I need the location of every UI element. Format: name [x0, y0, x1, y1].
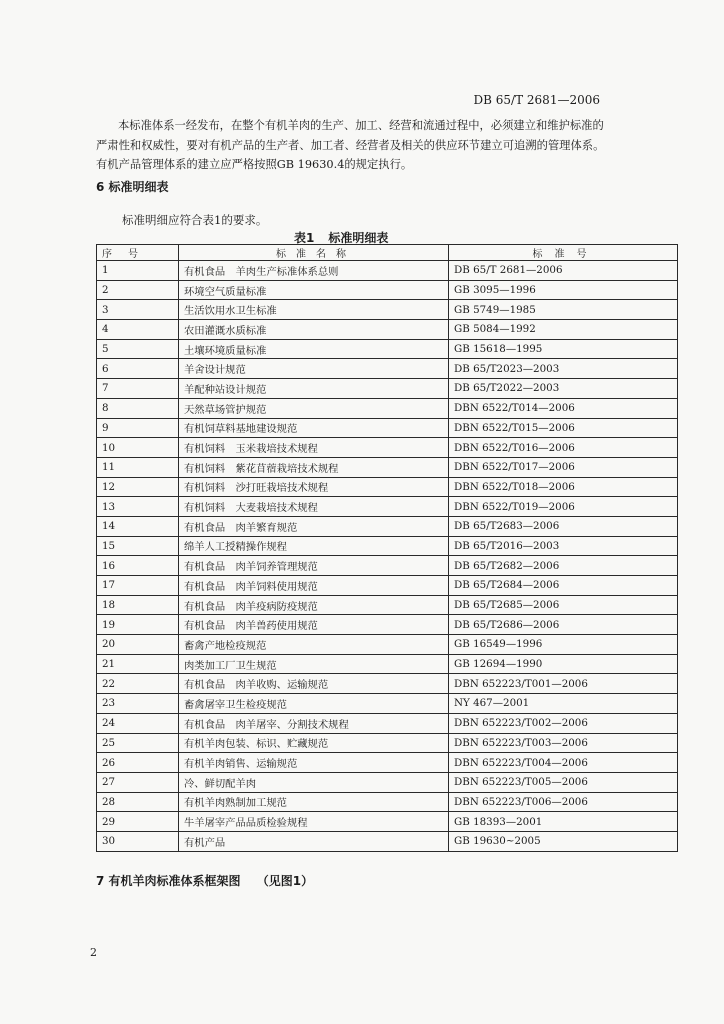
- standard-name: 生活饮用水卫生标准: [179, 300, 449, 320]
- table-row: [97, 556, 678, 576]
- standard-name: 绵羊人工授精操作规程: [179, 536, 449, 556]
- standard-name: 有机食品 羊肉生产标准体系总则: [179, 261, 449, 281]
- standard-name: 有机食品 肉羊疫病防疫规范: [179, 595, 449, 615]
- intro-line: 本标准体系一经发布，在整个有机羊肉的生产、加工、经营和流通过程中，必须建立和维护标准的: [118, 119, 604, 132]
- table-row: [97, 457, 678, 477]
- standard-name: 土壤环境质量标准: [179, 339, 449, 359]
- table-row: [97, 576, 678, 596]
- standard-code: NY 467—2001: [449, 694, 678, 714]
- intro-line: 有机产品管理体系的建立应严格按照GB 19630.4的规定执行。: [96, 158, 413, 171]
- standard-code: GB 12694—1990: [449, 654, 678, 674]
- standard-code: DBN 652223/T002—2006: [449, 713, 678, 733]
- standard-code: DBN 6522/T016—2006: [449, 438, 678, 458]
- row-number: 28: [97, 792, 179, 812]
- standard-code: DBN 6522/T015—2006: [449, 418, 678, 438]
- row-number: 29: [97, 812, 179, 832]
- table-row: [97, 772, 678, 792]
- standard-code: DB 65/T2682—2006: [449, 556, 678, 576]
- standard-name: 有机饲料 玉米栽培技术规程: [179, 438, 449, 458]
- standard-code: DB 65/T2686—2006: [449, 615, 678, 635]
- table-row: [97, 398, 678, 418]
- standard-code: DBN 6522/T019—2006: [449, 497, 678, 517]
- table-row: [97, 713, 678, 733]
- standard-code: DB 65/T 2681—2006: [449, 261, 678, 281]
- table-row: [97, 635, 678, 655]
- standard-name: 有机饲料 大麦栽培技术规程: [179, 497, 449, 517]
- doc-code: DB 65/T 2681—2006: [473, 93, 600, 107]
- table-body: [97, 261, 678, 852]
- table-header-row: [97, 245, 678, 261]
- row-number: 26: [97, 753, 179, 773]
- standard-code: DBN 6522/T018—2006: [449, 477, 678, 497]
- section-6-heading: [96, 178, 169, 195]
- standard-name: 有机食品 肉羊兽药使用规范: [179, 615, 449, 635]
- standard-name: 有机食品 肉羊饲料使用规范: [179, 576, 449, 596]
- standard-code: DBN 652223/T001—2006: [449, 674, 678, 694]
- table-row: [97, 300, 678, 320]
- standard-code: GB 5749—1985: [449, 300, 678, 320]
- row-number: 23: [97, 694, 179, 714]
- standard-name: 肉类加工厂卫生规范: [179, 654, 449, 674]
- standard-code: GB 15618—1995: [449, 339, 678, 359]
- row-number: 30: [97, 831, 179, 851]
- row-number: 8: [97, 398, 179, 418]
- table-row: [97, 733, 678, 753]
- standard-code: DBN 652223/T003—2006: [449, 733, 678, 753]
- table-row: [97, 438, 678, 458]
- table-row: [97, 654, 678, 674]
- standard-name: 有机食品 肉羊屠宰、分割技术规程: [179, 713, 449, 733]
- standard-code: DBN 6522/T017—2006: [449, 457, 678, 477]
- standard-code: GB 3095—1996: [449, 280, 678, 300]
- standard-code: DB 65/T2023—2003: [449, 359, 678, 379]
- standard-name: 有机饲料 紫花苜蓿栽培技术规程: [179, 457, 449, 477]
- table-row: [97, 516, 678, 536]
- standard-name: 羊舍设计规范: [179, 359, 449, 379]
- standard-name: 有机饲料 沙打旺栽培技术规程: [179, 477, 449, 497]
- row-number: 2: [97, 280, 179, 300]
- standard-name: 有机羊肉销售、运输规范: [179, 753, 449, 773]
- row-number: 15: [97, 536, 179, 556]
- standard-name: 冷、鲜切配羊肉: [179, 772, 449, 792]
- standard-name: 有机饲草料基地建设规范: [179, 418, 449, 438]
- standard-name: 有机食品 肉羊收购、运输规范: [179, 674, 449, 694]
- row-number: 17: [97, 576, 179, 596]
- row-number: 24: [97, 713, 179, 733]
- table-row: [97, 595, 678, 615]
- row-number: 20: [97, 635, 179, 655]
- header-code: 标准号: [449, 245, 678, 261]
- standard-code: DB 65/T2022—2003: [449, 379, 678, 399]
- row-number: 25: [97, 733, 179, 753]
- section-6-requirement: 标准明细应符合表1的要求。: [122, 213, 268, 227]
- standard-name: 畜禽产地检疫规范: [179, 635, 449, 655]
- table-row: [97, 339, 678, 359]
- row-number: 22: [97, 674, 179, 694]
- figure-reference: （见图1）: [256, 874, 314, 888]
- header-name: 标准名称: [179, 245, 449, 261]
- row-number: 7: [97, 379, 179, 399]
- table-row: [97, 280, 678, 300]
- section-number: 6: [96, 180, 105, 194]
- table-row: [97, 359, 678, 379]
- row-number: 1: [97, 261, 179, 281]
- standard-code: DBN 652223/T004—2006: [449, 753, 678, 773]
- table-row: [97, 536, 678, 556]
- row-number: 6: [97, 359, 179, 379]
- section-number: 7: [96, 874, 105, 888]
- standard-code: DBN 652223/T005—2006: [449, 772, 678, 792]
- standard-code: DBN 6522/T014—2006: [449, 398, 678, 418]
- row-number: 10: [97, 438, 179, 458]
- table-caption-title: 标准明细表: [328, 231, 389, 245]
- row-number: 18: [97, 595, 179, 615]
- standard-code: GB 16549—1996: [449, 635, 678, 655]
- table-caption-number: 表1: [294, 231, 315, 245]
- row-number: 12: [97, 477, 179, 497]
- row-number: 5: [97, 339, 179, 359]
- table-row: [97, 615, 678, 635]
- standard-name: 牛羊屠宰产品品质检验规程: [179, 812, 449, 832]
- standard-code: DB 65/T2016—2003: [449, 536, 678, 556]
- table-row: [97, 320, 678, 340]
- standard-code: GB 18393—2001: [449, 812, 678, 832]
- standard-name: 有机食品 肉羊饲养管理规范: [179, 556, 449, 576]
- standard-name: 有机食品 肉羊繁育规范: [179, 516, 449, 536]
- row-number: 16: [97, 556, 179, 576]
- table-row: [97, 497, 678, 517]
- standard-name: 羊配种站设计规范: [179, 379, 449, 399]
- standard-code: GB 19630~2005: [449, 831, 678, 851]
- table-row: [97, 261, 678, 281]
- standards-table: [96, 244, 678, 852]
- section-title: 有机羊肉标准体系框架图: [108, 874, 241, 888]
- standard-name: 天然草场管护规范: [179, 398, 449, 418]
- section-7-heading: [96, 872, 313, 889]
- row-number: 9: [97, 418, 179, 438]
- page-number: 2: [90, 946, 97, 959]
- standard-code: DBN 652223/T006—2006: [449, 792, 678, 812]
- table-row: [97, 792, 678, 812]
- section-title: 标准明细表: [108, 180, 169, 194]
- table-row: [97, 831, 678, 851]
- standard-code: GB 5084—1992: [449, 320, 678, 340]
- standard-name: 环境空气质量标准: [179, 280, 449, 300]
- standard-code: DB 65/T2683—2006: [449, 516, 678, 536]
- row-number: 13: [97, 497, 179, 517]
- intro-line: 严肃性和权威性，要对有机产品的生产者、加工者、经营者及相关的供应环节建立可追溯的管理体系。: [96, 138, 605, 152]
- intro-paragraph: [96, 116, 676, 175]
- header-no: 序号: [97, 245, 179, 261]
- standard-name: 农田灌溉水质标准: [179, 320, 449, 340]
- table-row: [97, 674, 678, 694]
- standard-code: DB 65/T2684—2006: [449, 576, 678, 596]
- row-number: 19: [97, 615, 179, 635]
- standard-name: 有机羊肉包装、标识、贮藏规范: [179, 733, 449, 753]
- standard-name: 畜禽屠宰卫生检疫规范: [179, 694, 449, 714]
- standard-code: DB 65/T2685—2006: [449, 595, 678, 615]
- table-row: [97, 812, 678, 832]
- table-row: [97, 477, 678, 497]
- table-row: [97, 694, 678, 714]
- row-number: 3: [97, 300, 179, 320]
- row-number: 27: [97, 772, 179, 792]
- row-number: 4: [97, 320, 179, 340]
- table-row: [97, 379, 678, 399]
- row-number: 21: [97, 654, 179, 674]
- row-number: 11: [97, 457, 179, 477]
- row-number: 14: [97, 516, 179, 536]
- standard-name: 有机羊肉熟制加工规范: [179, 792, 449, 812]
- table-row: [97, 418, 678, 438]
- standard-name: 有机产品: [179, 831, 449, 851]
- table-row: [97, 753, 678, 773]
